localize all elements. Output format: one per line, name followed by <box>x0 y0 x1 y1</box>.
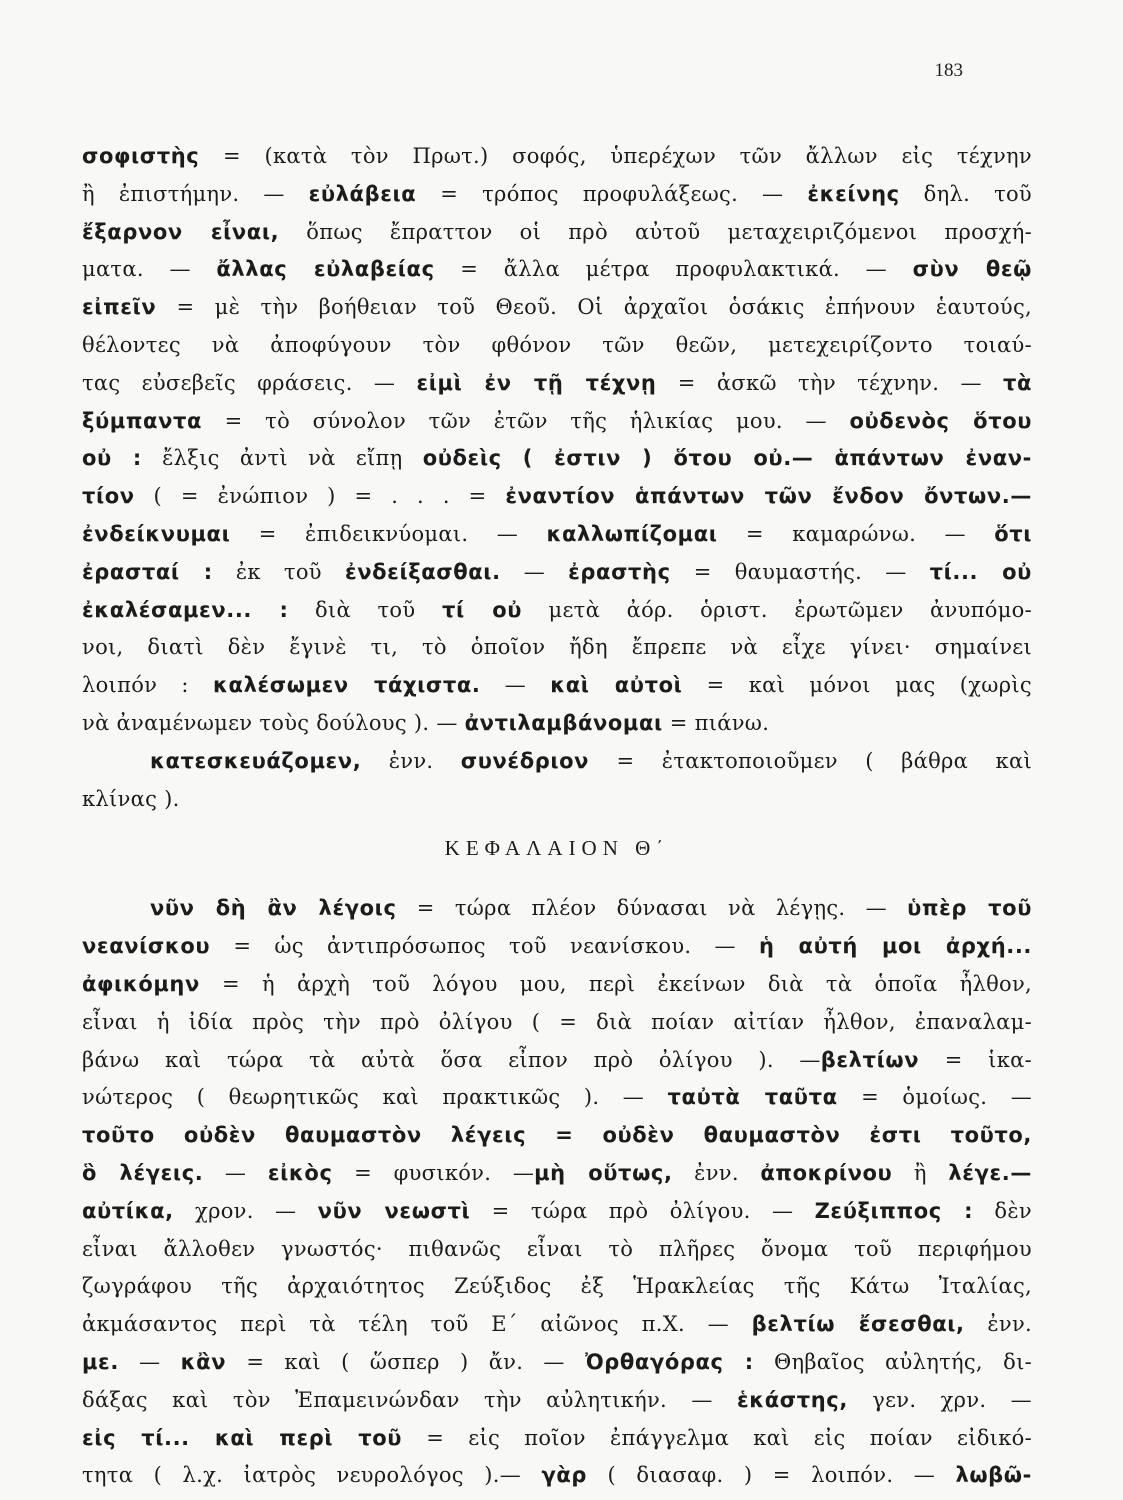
text-line <box>82 1268 1032 1306</box>
gloss-text: ζωγράφου τῆς ἀρχαιότητος Ζεύξιδος ἐξ Ἡρακλείας τῆς Κάτω Ἰταλίας, <box>82 1274 1032 1299</box>
gloss-text: ματα. — <box>82 257 217 282</box>
gloss-text: τητα ( λ.χ. ἰατρὸς νευρολόγος ).— <box>82 1463 542 1488</box>
gloss-text: — <box>118 1349 181 1374</box>
gloss-text: λοιπόν : <box>82 673 214 698</box>
lemma-term: ξύμπαντα <box>82 408 203 433</box>
text-line <box>82 1457 1032 1495</box>
lemma-term: ἑκάστης, <box>736 1387 848 1412</box>
lemma-term: ἀποκρίνου <box>760 1160 893 1185</box>
lemma-term: σοφιστὴς <box>82 144 200 168</box>
text-line <box>82 214 1032 252</box>
lemma-term: βελτίω ἔσεσθαι, <box>751 1312 965 1337</box>
text-line <box>82 890 1032 928</box>
chapter-heading: ΚΕΦΑΛΑΙΟΝ Θ΄ <box>444 836 670 861</box>
gloss-text: ἀκμάσαντος περὶ τὰ τέλη τοῦ Ε΄ αἰῶνος π.Χ. — <box>82 1312 752 1337</box>
gloss-text: νώτερος ( θεωρητικῶς καὶ πρακτικῶς ). — <box>82 1085 668 1110</box>
lemma-term: ἐνδείξασθαι. <box>344 559 501 584</box>
gloss-text: ( = ἐνώπιον ) = . . . = <box>134 484 506 509</box>
lemma-term: κατεσκευάζομεν, <box>150 748 362 773</box>
text-line <box>82 1306 1032 1344</box>
gloss-text: νοι, διατὶ δὲν ἔγινὲ τι, τὸ ὁποῖον ἤδη ἔπρεπε νὰ εἶχε γίνει· σημαίνει <box>82 635 1032 660</box>
text-line <box>82 478 1032 516</box>
text-line <box>82 1344 1032 1382</box>
lemma-term: καὶ αὐτοὶ <box>550 673 683 698</box>
gloss-text: θέλοντες νὰ ἀποφύγουν τὸν φθόνον τῶν θεῶν, μετεχειρίζοντο τοιαύ- <box>82 332 1032 357</box>
gloss-text: = ὁμοίως. — <box>837 1085 1033 1110</box>
lemma-term: ἐναντίον ἁπάντων τῶν ἔνδον ὄντων.— <box>505 484 1032 509</box>
text-line <box>82 743 1032 781</box>
page-body <box>82 138 1032 1495</box>
lemma-term: εἰκὸς <box>267 1160 333 1185</box>
gloss-text: = ἀσκῶ τὴν τέχνην. — <box>656 370 1003 395</box>
gloss-text: δὲν <box>973 1198 1032 1223</box>
gloss-text: = τὸ σύνολον τῶν ἐτῶν τῆς ἡλικίας μου. — <box>202 408 850 433</box>
lemma-term: ἀντιλαμβάνομαι <box>464 710 663 735</box>
lemma-term: αὐτίκα, <box>82 1198 174 1223</box>
lemma-term: ἔξαρνον εἶναι, <box>82 219 280 244</box>
commentary-section-after <box>82 890 1032 1495</box>
lemma-term: καλέσωμεν τάχιστα. <box>213 673 481 698</box>
text-line <box>82 554 1032 592</box>
text-line <box>82 440 1032 478</box>
gloss-text: ἐκ τοῦ <box>212 559 345 584</box>
lemma-term: νεανίσκου <box>82 934 211 959</box>
lemma-term: τί οὐ <box>441 597 522 622</box>
lemma-term: λωβῶ- <box>955 1463 1032 1488</box>
gloss-text: = καὶ ( ὥσπερ ) ἄν. — <box>226 1349 585 1374</box>
lemma-term: εὐλάβεια <box>308 181 417 206</box>
gloss-text: δηλ. τοῦ <box>899 181 1032 206</box>
lemma-term: ἐκαλέσαμεν... : <box>82 597 289 622</box>
lemma-term: λέγε.— <box>948 1160 1032 1185</box>
gloss-text: = ὡς ἀντιπρόσωπος τοῦ νεανίσκου. — <box>210 934 759 959</box>
lemma-term: οὐδενὸς ὅτου <box>849 408 1032 433</box>
text-line <box>82 176 1032 214</box>
gloss-text: = καμαρώνω. — <box>717 521 995 546</box>
text-line <box>82 1231 1032 1269</box>
gloss-text: ἢ ἐπιστήμην. — <box>82 181 309 206</box>
text-line <box>82 1004 1032 1042</box>
text-line <box>82 516 1032 554</box>
lemma-term: ἄλλας εὐλαβείας <box>216 257 435 282</box>
lemma-term: Ὀρθαγόρας : <box>584 1349 754 1374</box>
lemma-term: εἰς τί... καὶ περὶ τοῦ <box>82 1425 403 1450</box>
gloss-text: = θαυμαστής. — <box>670 559 930 584</box>
gloss-text: ἐνν. <box>361 748 461 773</box>
gloss-text: ἐνν. <box>964 1312 1032 1337</box>
gloss-text: ἔλξις ἀντὶ νὰ εἴπῃ <box>141 446 423 471</box>
lemma-term: τί... οὐ <box>929 559 1032 584</box>
gloss-text: = τώρα πρὸ ὀλίγου. — <box>470 1198 815 1223</box>
gloss-text: = τρόπος προφυλάξεως. — <box>416 181 808 206</box>
lemma-term: ἐραστὴς <box>568 559 671 584</box>
lemma-term: εἰπεῖν <box>82 295 157 320</box>
lemma-term: ὑπὲρ τοῦ <box>907 896 1032 921</box>
text-line <box>82 403 1032 441</box>
text-line <box>82 928 1032 966</box>
text-line <box>82 667 1032 705</box>
text-line <box>82 1382 1032 1420</box>
gloss-text: τας εὐσεβεῖς φράσεις. — <box>82 370 417 395</box>
gloss-text: εἶναι ἡ ἰδία πρὸς τὴν πρὸ ὀλίγου ( = διὰ ποίαν αἰτίαν ἦλθον, ἐπαναλαμ- <box>82 1009 1032 1034</box>
text-line <box>82 327 1032 365</box>
text-line <box>82 1193 1032 1231</box>
text-line <box>82 1420 1032 1458</box>
lemma-term: ἐκείνης <box>807 181 900 206</box>
gloss-text: βάνω καὶ τώρα τὰ αὐτὰ ὅσα εἶπον πρὸ ὀλίγου ). — <box>82 1047 821 1072</box>
commentary-section-before <box>82 138 1032 818</box>
text-line <box>82 629 1032 667</box>
lemma-term: ὃ λέγεις. <box>82 1160 204 1185</box>
gloss-text: = καὶ μόνοι μας (χωρὶς <box>682 673 1032 698</box>
lemma-term: σὺν θεῷ <box>912 257 1033 282</box>
lemma-term: καλλωπίζομαι <box>546 521 718 546</box>
lemma-term: μὴ οὕτως, <box>534 1160 673 1185</box>
gloss-text: ἢ <box>892 1160 949 1185</box>
text-line <box>82 1042 1032 1080</box>
gloss-text: = ἐπιδεικνύομαι. — <box>230 521 547 546</box>
gloss-text: — <box>203 1160 268 1185</box>
gloss-text: = ἱκα- <box>919 1047 1032 1072</box>
gloss-text: γεν. χρν. — <box>847 1387 1032 1412</box>
lemma-term: βελτίων <box>820 1047 920 1072</box>
lemma-term: ἀφικόμην <box>82 971 200 996</box>
gloss-text: εἶναι ἄλλοθεν γνωστός· πιθανῶς εἶναι τὸ πλῆρες ὄνομα τοῦ περιφήμου <box>82 1236 1032 1261</box>
gloss-text: διὰ τοῦ <box>288 597 442 622</box>
text-line <box>82 1117 1032 1155</box>
gloss-text: ὅπως ἔπραττον οἱ πρὸ αὐτοῦ μεταχειριζόμενοι προσχή- <box>279 219 1032 244</box>
lemma-term: οὐδεὶς ( ἐστιν ) ὅτου οὐ.— ἁπάντων ἐναν- <box>422 446 1032 471</box>
text-line <box>82 365 1032 403</box>
gloss-text: = τώρα πλέον δύνασαι νὰ λέγῃς. — <box>396 896 908 921</box>
lemma-term: ἐνδείκνυμαι <box>82 521 231 546</box>
lemma-term: οὐ : <box>82 446 142 471</box>
text-line <box>82 781 1032 819</box>
gloss-text: = ἡ ἀρχὴ τοῦ λόγου μου, περὶ ἐκείνων διὰ τὰ ὁποῖα ἦλθον, <box>199 971 1032 996</box>
gloss-text: — <box>480 673 551 698</box>
text-line <box>82 592 1032 630</box>
gloss-text: = (κατὰ τὸν Πρωτ.) σοφός, ὑπερέχων τῶν ἄλλων εἰς τέχνην <box>199 144 1032 168</box>
lemma-term: κἂν <box>180 1349 227 1374</box>
text-line <box>82 289 1032 327</box>
gloss-text: = φυσικόν. — <box>332 1160 535 1185</box>
lemma-term: με. <box>82 1349 119 1374</box>
text-line <box>82 138 1032 176</box>
gloss-text: ( διασαφ. ) = λοιπόν. — <box>587 1463 956 1488</box>
gloss-text: κλίνας ). <box>82 786 180 811</box>
page-number: 183 <box>934 60 963 81</box>
text-line <box>82 1155 1032 1193</box>
text-line <box>82 1079 1032 1117</box>
lemma-term: ἐρασταί : <box>82 559 213 584</box>
lemma-term: τὰ <box>1002 370 1032 395</box>
lemma-term: εἰμὶ ἐν τῇ τέχνῃ <box>416 370 657 395</box>
lemma-term: νῦν νεωστὶ <box>317 1198 471 1223</box>
gloss-text: = μὲ τὴν βοήθειαν τοῦ Θεοῦ. Οἱ ἀρχαῖοι ὁσάκις ἐπήνουν ἑαυτούς, <box>156 295 1032 320</box>
gloss-text: μετὰ ἀόρ. ὁριστ. ἐρωτῶμεν ἀνυπόμο- <box>522 597 1032 622</box>
gloss-text: χρον. — <box>173 1198 318 1223</box>
lemma-term: Ζεύξιππος : <box>814 1198 974 1223</box>
lemma-term: ταὐτὰ ταῦτα <box>667 1085 838 1110</box>
gloss-text: Θηβαῖος αὐλητής, δι- <box>753 1349 1032 1374</box>
gloss-text: δάξας καὶ τὸν Ἐπαμεινώνδαν τὴν αὐλητικήν. — <box>82 1387 737 1412</box>
text-line <box>82 966 1032 1004</box>
gloss-text: = ἄλλα μέτρα προφυλακτικά. — <box>434 257 913 282</box>
lemma-term: ἡ αὐτή μοι ἀρχή... <box>758 934 1032 959</box>
gloss-text: νὰ ἀναμένωμεν τοὺς δούλους ). — <box>82 710 465 735</box>
gloss-text: = πιάνω. <box>662 710 770 735</box>
text-line <box>82 251 1032 289</box>
lemma-term: τοῦτο οὐδὲν θαυμαστὸν λέγεις = οὐδὲν θαυμαστὸν ἐστι τοῦτο, <box>82 1123 1032 1148</box>
gloss-text: = ἐτακτοποιοῦμεν ( βάθρα καὶ <box>589 748 1032 773</box>
lemma-term: νῦν δὴ ἂν λέγοις <box>150 896 397 921</box>
lemma-term: γὰρ <box>541 1463 588 1488</box>
lemma-term: τίον <box>82 484 135 509</box>
gloss-text: = εἰς ποῖον ἐπάγγελμα καὶ εἰς ποίαν εἰδικό- <box>402 1425 1032 1450</box>
lemma-term: συνέδριον <box>460 748 590 773</box>
gloss-text: — <box>500 559 569 584</box>
gloss-text: ἐνν. <box>672 1160 761 1185</box>
lemma-term: ὅτι <box>994 521 1032 546</box>
text-line <box>82 705 1032 743</box>
